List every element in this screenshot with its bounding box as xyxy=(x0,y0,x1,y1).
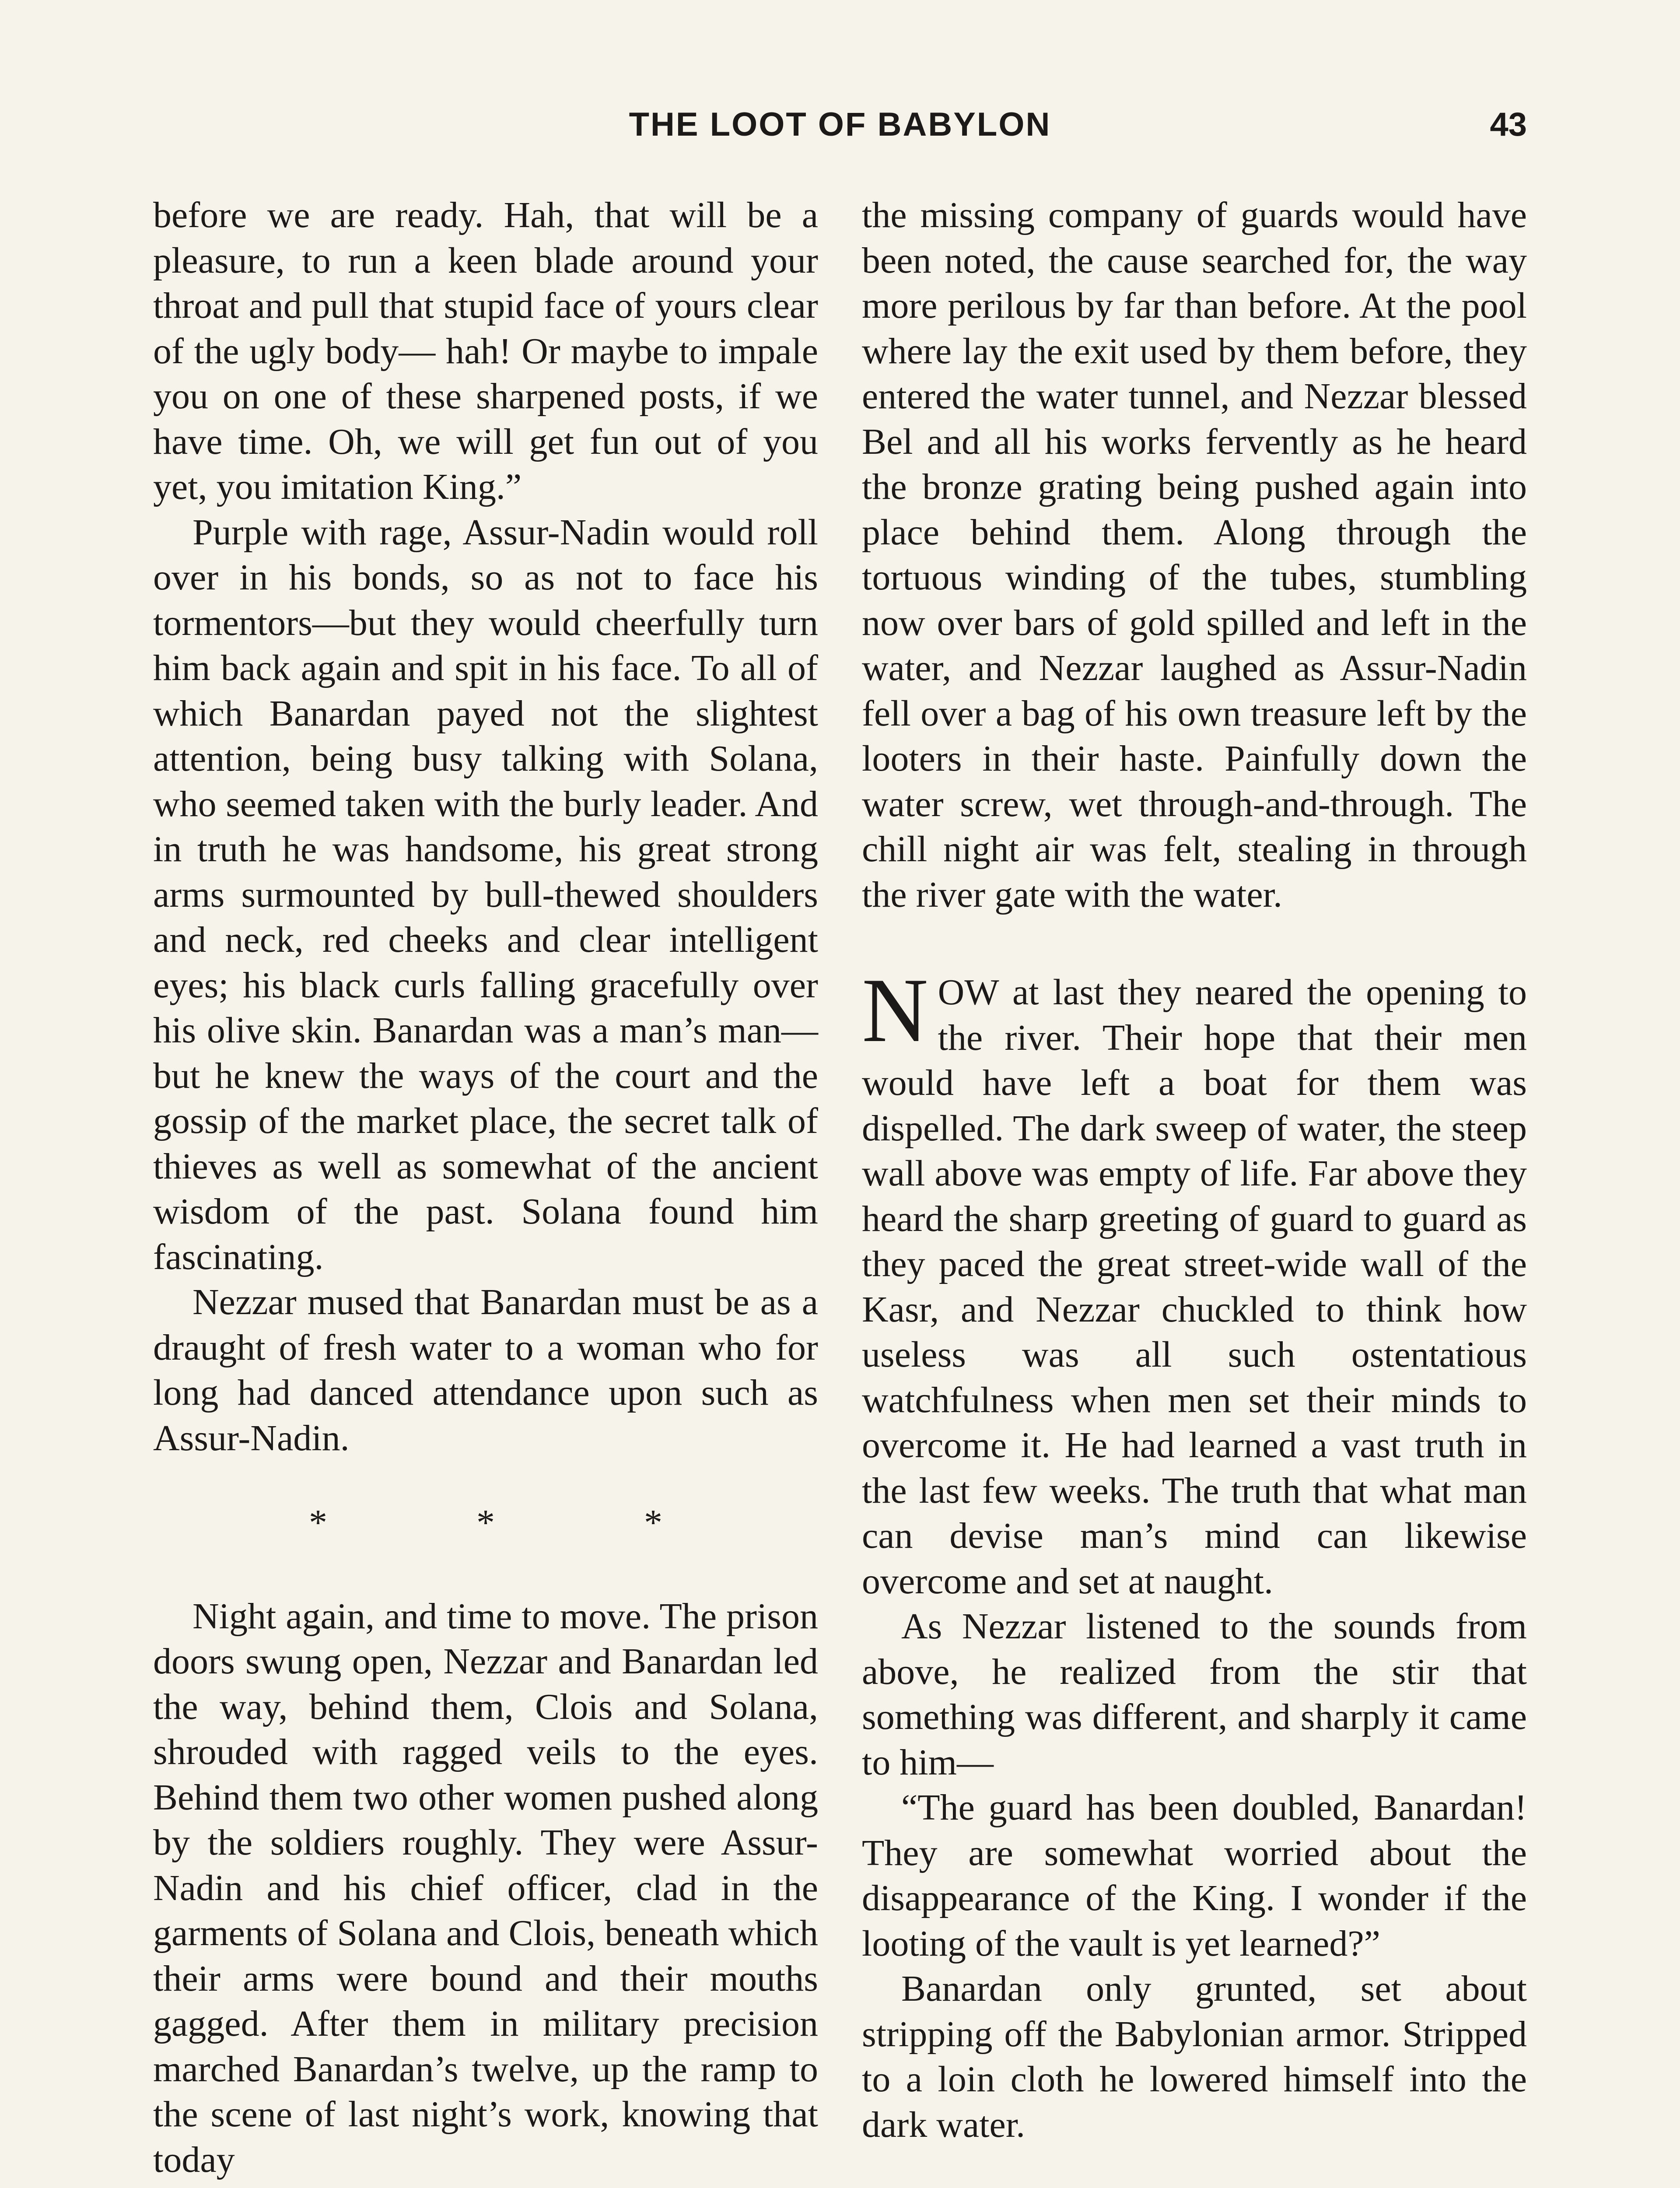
dropcap-section xyxy=(862,960,1527,1604)
right-column xyxy=(862,193,1527,2147)
paragraph: Banardan only grunted, set about stripping off the Babylonian armor. Stripped to a loin cloth he lowered himself into the dark water. xyxy=(862,1968,1527,2145)
paragraph: Purple with rage, Assur-Nadin would roll over in his bonds, so as not to face his tormentors—but they would cheerfully turn him back again and spit in his face. To all of which Banardan payed not the slightest attention, being busy talking with Solana, who seemed taken with the burly leader. And in truth he was handsome, his great strong arms surmounted by bull-thewed shoulders and neck, red cheeks and clear intelligent eyes; his black curls falling gracefully over his olive skin. Banardan was a man’s man—but he knew the ways of the court and the gossip of the market place, the secret talk of thieves as well as somewhat of the ancient wisdom of the past. Solana found him fascinating. xyxy=(153,512,818,1277)
paragraph: As Nezzar listened to the sounds from above, he realized from the stir that something was different, and sharply it came to him— xyxy=(862,1606,1527,1783)
drop-cap-letter: N xyxy=(862,960,928,1061)
page-header xyxy=(153,98,1527,151)
paragraph: Nezzar mused that Banardan must be as a draught of fresh water to a woman who for long had danced attendance upon such as Assur-Nadin. xyxy=(153,1282,818,1459)
paragraph: “The guard has been doubled, Banardan! They are somewhat worried about the disappearance of the King. I wonder if the looting of the vault is yet learned?” xyxy=(862,1787,1527,1964)
page-number: 43 xyxy=(1490,106,1527,143)
paragraph: the missing company of guards would have been noted, the cause searched for, the way more perilous by far than before. At the pool where lay the exit used by them before, they entered the water tunnel, and Nezzar blessed Bel and all his works fervently as he heard the bronze grating being pushed again into place behind them. Along through the tortuous winding of the tubes, stumbling now over bars of gold spilled and left in the water, and Nezzar laughed as Assur-Nadin fell over a bag of his own treasure left by the looters in their haste. Painfully down the water screw, wet through-and-through. The chill night air was felt, stealing in through the river gate with the water. xyxy=(862,195,1527,915)
section-separator: * * * xyxy=(309,1502,732,1543)
left-column xyxy=(153,193,818,2182)
drop-cap-paragraph-text: OW at last they neared the opening to the river. Their hope that their men would have left a boat for them was dispelled. The dark sweep of water, the steep wall above was empty of life. Far above they heard the sharp greeting of guard to guard as they paced the great street-wide wall of the Kasr, and Nezzar chuckled to think how useless was all such ostentatious watchfulness when men set their minds to overcome it. He had learned a vast truth in the last few weeks. The truth that what man can devise man’s mind can likewise overcome and set at naught. xyxy=(862,972,1527,1602)
running-title: THE LOOT OF BABYLON xyxy=(629,106,1051,143)
paragraph xyxy=(862,960,1527,1604)
paragraph: before we are ready. Hah, that will be a pleasure, to run a keen blade around your throat and pull that stupid face of yours clear of the ugly body— hah! Or maybe to impale you on one of these sharpened posts, if we have time. Oh, we will get fun out of you yet, you imitation King.” xyxy=(153,195,818,507)
paragraph: Night again, and time to move. The prison doors swung open, Nezzar and Banardan led the way, behind them, Clois and Solana, shrouded with ragged veils to the eyes. Behind them two other women pushed along by the soldiers roughly. They were Assur-Nadin and his chief officer, clad in the garments of Solana and Clois, beneath which their arms were bound and their mouths gagged. After them in military precision marched Banardan’s twelve, up the ramp to the scene of last night’s work, knowing that today xyxy=(153,1595,818,2180)
